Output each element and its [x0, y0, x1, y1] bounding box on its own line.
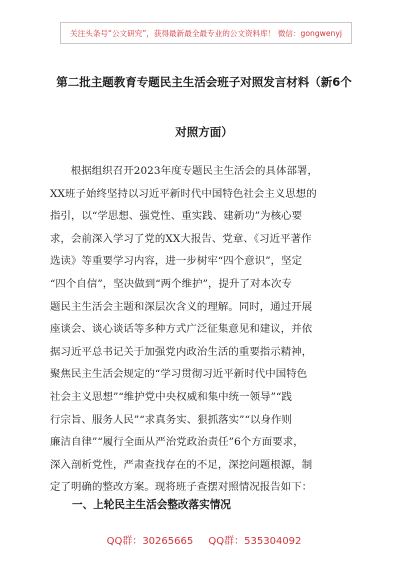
body-text-line: XX班子始终坚持以习近平新时代中国特色社会主义思想的 — [50, 187, 317, 200]
body-text-line: 廉洁自律”“履行全面从严治党政治责任”6个方面要求， — [50, 436, 304, 449]
document-body — [50, 160, 366, 499]
body-text-line: “四个自信”，坚决做到“两个维护”，提升了对本次专 — [50, 277, 292, 290]
body-text-line: 深入剖析党性，严肃查找存在的不足，深挖问题根源，制 — [50, 458, 313, 471]
promo-banner — [60, 22, 352, 44]
body-text-line: 座谈会、谈心谈话等多种方式广泛征集意见和建议，并依 — [50, 323, 313, 336]
body-text-line: 求，会前深入学习了党的XX大报告、党章、《习近平著作 — [50, 232, 312, 245]
footer-qq-group-2: QQ群：535304092 — [208, 536, 302, 547]
body-text-line: 指引，以“学思想、强党性、重实践、建新功”为核心要 — [50, 210, 303, 223]
section-heading: 一、上轮民主生活会整改落实情况 — [72, 499, 231, 511]
footer-qq-group-1: QQ群：30265665 — [106, 536, 194, 547]
body-text-line: 根据组织召开2023年度专题民主生活会的具体部署， — [70, 165, 318, 177]
body-text-line: 聚焦民主生活会规定的“学习贯彻习近平新时代中国特色 — [50, 368, 308, 381]
body-text-line: 定了明确的整改方案。现将班子查摆对照情况报告如下： — [50, 481, 313, 494]
footer-contact — [0, 532, 408, 547]
body-text-line: 选读》等重要学习内容，进一步树牢“四个意识”，坚定 — [50, 255, 303, 268]
body-text-line: 题民主生活会主题和深层次含义的理解。同时，通过开展 — [50, 300, 313, 313]
body-text-line: 行宗旨、服务人民”“求真务实、狠抓落实”“以身作则 — [50, 413, 292, 426]
document-title-line-2: 对照方面） — [175, 125, 233, 139]
body-text-line: 社会主义思想”“维护党中央权威和集中统一领导”“践 — [50, 390, 292, 403]
promo-banner-text: 关注头条号“公文研究”，获得最新最全最专业的公文资料库！ 微信：gongwenyj — [70, 28, 342, 38]
body-text-line: 据习近平总书记关于加强党内政治生活的重要指示精神， — [50, 345, 313, 358]
document-title-line-1: 第二批主题教育专题民主生活会班子对照发言材料（新6个 — [56, 75, 352, 89]
